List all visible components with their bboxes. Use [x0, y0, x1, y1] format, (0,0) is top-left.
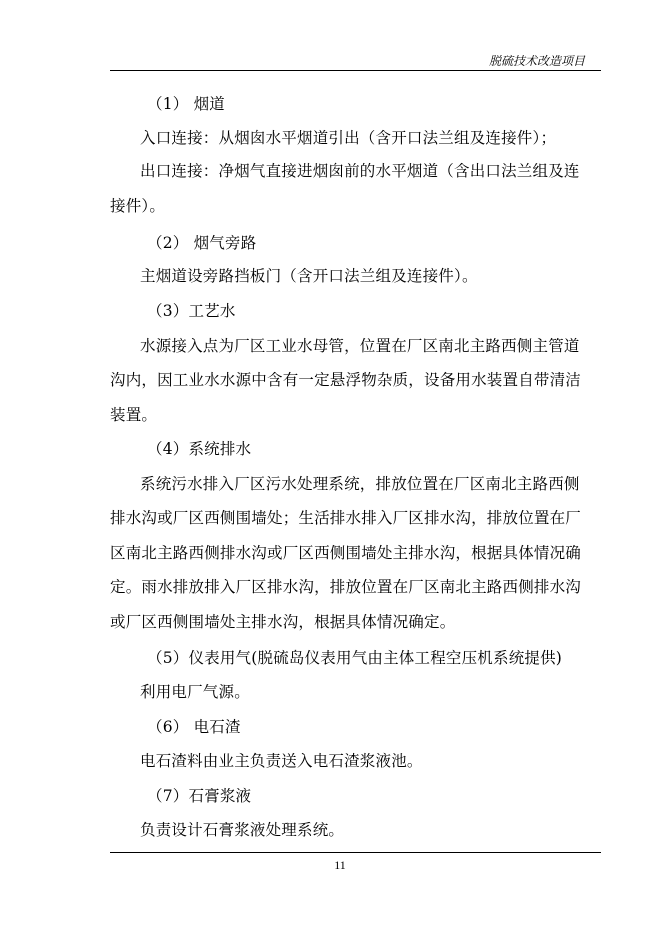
- header-rule: [110, 70, 601, 71]
- footer-rule: [110, 852, 601, 853]
- paragraph-line: 入口连接：从烟囱水平烟道引出（含开口法兰组及连接件）；: [140, 129, 557, 147]
- paragraph-line: 区南北主路西侧排水沟或厂区西侧围墙处主排水沟，根据具体情况确: [110, 544, 582, 562]
- paragraph-line: 水源接入点为厂区工业水母管，位置在厂区南北主路西侧主管道: [140, 337, 580, 355]
- heading-flue-bypass: （2） 烟气旁路: [147, 234, 257, 252]
- paragraph-line: 装置。: [110, 406, 158, 424]
- paragraph-line: 负责设计石膏浆液处理系统。: [140, 821, 345, 839]
- paragraph-line: 主烟道设旁路挡板门（含开口法兰组及连接件）。: [140, 267, 478, 285]
- paragraph-line: 电石渣料由业主负责送入电石渣浆液池。: [140, 752, 423, 770]
- paragraph-line: 或厂区西侧围墙处主排水沟，根据具体情况确定。: [110, 613, 456, 631]
- heading-instrument-air: （5）仪表用气(脱硫岛仪表用气由主体工程空压机系统提供): [147, 649, 563, 667]
- paragraph-line: 定。雨水排放排入厂区排水沟，排放位置在厂区南北主路西侧排水沟: [110, 578, 582, 596]
- heading-carbide-slag: （6） 电石渣: [147, 718, 241, 736]
- heading-flue: （1） 烟道: [147, 95, 225, 113]
- paragraph-line: 排水沟或厂区西侧围墙处；生活排水排入厂区排水沟，排放位置在厂: [110, 509, 582, 527]
- paragraph-line: 出口连接：净烟气直接进烟囱前的水平烟道（含出口法兰组及连: [140, 162, 580, 180]
- page-number: 11: [334, 858, 346, 872]
- heading-process-water: （3）工艺水: [147, 302, 236, 320]
- paragraph-line: 接件）。: [110, 197, 166, 215]
- header-title: 脱硫技术改造项目: [488, 54, 585, 68]
- paragraph-line: 沟内，因工业水水源中含有一定悬浮物杂质，设备用水装置自带清洁: [110, 371, 582, 389]
- heading-system-drainage: （4）系统排水: [147, 440, 252, 458]
- paragraph-line: 利用电厂气源。: [140, 683, 250, 701]
- paragraph-line: 系统污水排入厂区污水处理系统，排放位置在厂区南北主路西侧: [140, 475, 580, 493]
- heading-gypsum-slurry: （7）石膏浆液: [147, 787, 252, 805]
